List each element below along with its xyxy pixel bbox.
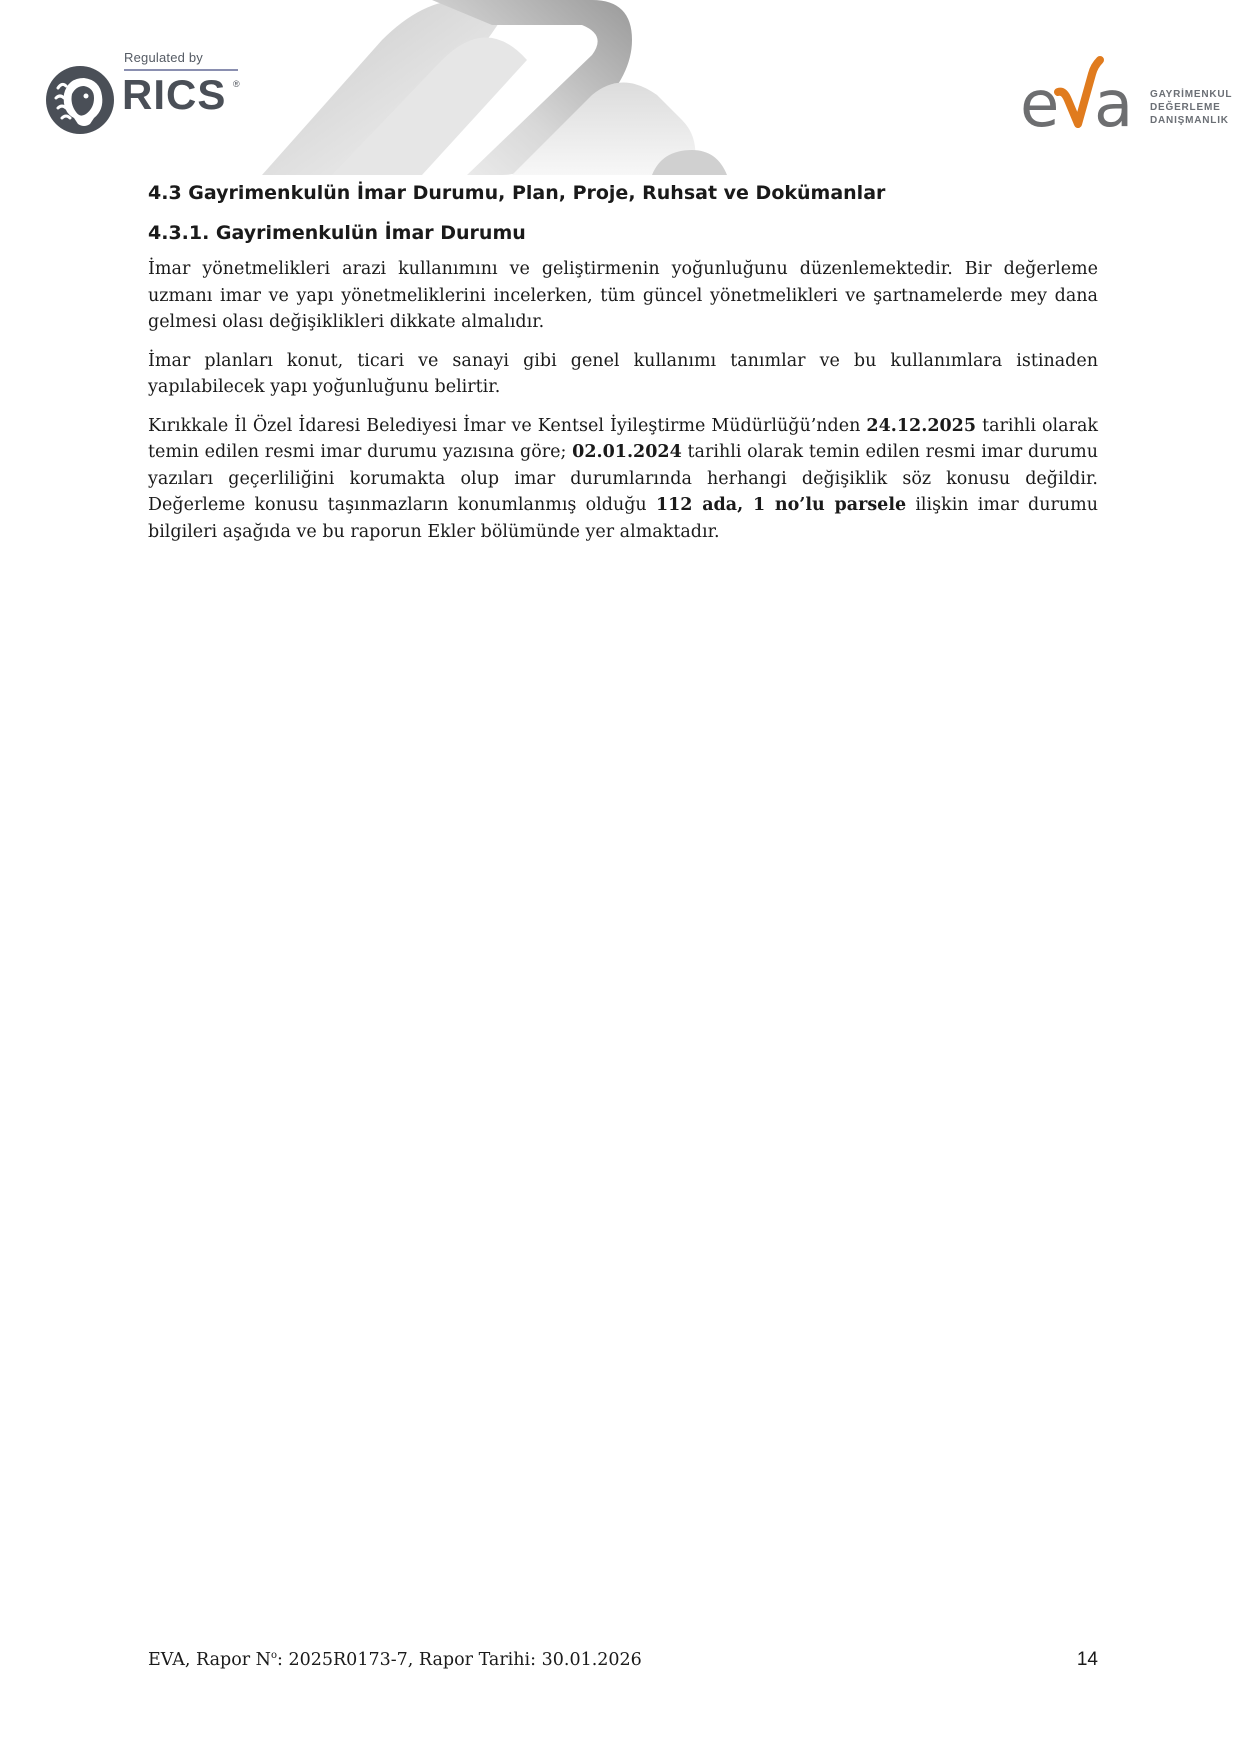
rics-logo bbox=[44, 50, 244, 138]
section-heading: 4.3 Gayrimenkulün İmar Durumu, Plan, Proje, Ruhsat ve Dokümanlar bbox=[148, 182, 886, 204]
previous-zoning-date: 02.01.2024 bbox=[572, 442, 682, 462]
page-number: 14 bbox=[1076, 1649, 1098, 1670]
paragraph-3-text-1: Kırıkkale İl Özel İdaresi Belediyesi İmar ve Kentsel İyileştirme Müdürlüğü’nden bbox=[148, 415, 867, 436]
eva-tagline-line-3: DANIŞMANLIK bbox=[1150, 115, 1229, 126]
subsection-heading: 4.3.1. Gayrimenkulün İmar Durumu bbox=[148, 222, 526, 244]
paragraph-1: İmar yönetmelikleri arazi kullanımını ve geliştirmenin yoğunluğunu düzenlemektedir. Bir değerleme uzmanı imar ve yapı yönetmeliklerini incelerken, tüm güncel yönetmelikleri ve şartnamelerde mey dana gelmesi olası değişiklikleri dikkate almalıdır. bbox=[148, 259, 1098, 332]
eva-wordmark-graphic bbox=[1020, 54, 1140, 134]
paragraph-2: İmar planları konut, ticari ve sanayi gibi genel kullanımı tanımlar ve bu kullanımlara istinaden yapılabilecek yapı yoğunluğunu belirtir. bbox=[148, 350, 1098, 397]
paragraph-3-text-3: tarihli olarak temin edilen resmi imar durumu yazıları geçerliliğini korumakta olup imar durumlarında herhangi değişiklik söz konusu değildir. Değerleme konusu taşınmazların konumlanmış olduğu bbox=[148, 442, 1098, 515]
paragraph-3 bbox=[148, 413, 1098, 546]
report-footer bbox=[148, 1650, 642, 1670]
rics-regulated-by-text: Regulated by bbox=[124, 50, 204, 65]
footer-report-prefix: EVA, Rapor N bbox=[148, 1650, 271, 1670]
eva-tagline bbox=[1150, 88, 1232, 127]
eva-letter-e: e bbox=[1020, 68, 1060, 134]
eva-logo bbox=[1020, 54, 1233, 136]
eva-letter-a: a bbox=[1094, 68, 1134, 134]
lion-icon bbox=[44, 64, 116, 136]
rics-wordmark: RICS bbox=[122, 71, 227, 118]
footer-number-superscript: o bbox=[270, 1650, 278, 1662]
zoning-letter-date: 24.12.2025 bbox=[866, 415, 977, 436]
document-body bbox=[148, 180, 1098, 557]
footer-report-details: : 2025R0173-7, Rapor Tarihi: 30.01.2026 bbox=[277, 1650, 642, 1670]
parcel-reference: 112 ada, 1 no’lu parsele bbox=[655, 495, 907, 515]
header-decorative-graphic bbox=[262, 0, 742, 175]
paragraph-3-text-2: tarihli olarak temin edilen resmi imar durumu yazısına göre; bbox=[148, 415, 1098, 462]
rics-registered-mark: ® bbox=[233, 79, 240, 89]
eva-tagline-line-1: GAYRİMENKUL bbox=[1150, 89, 1233, 100]
eva-tagline-line-2: DEĞERLEME bbox=[1150, 102, 1221, 113]
paragraph-3-text-4: ilişkin imar durumu bilgileri aşağıda ve bu raporun Ekler bölümünde yer almaktadır. bbox=[148, 495, 1098, 542]
